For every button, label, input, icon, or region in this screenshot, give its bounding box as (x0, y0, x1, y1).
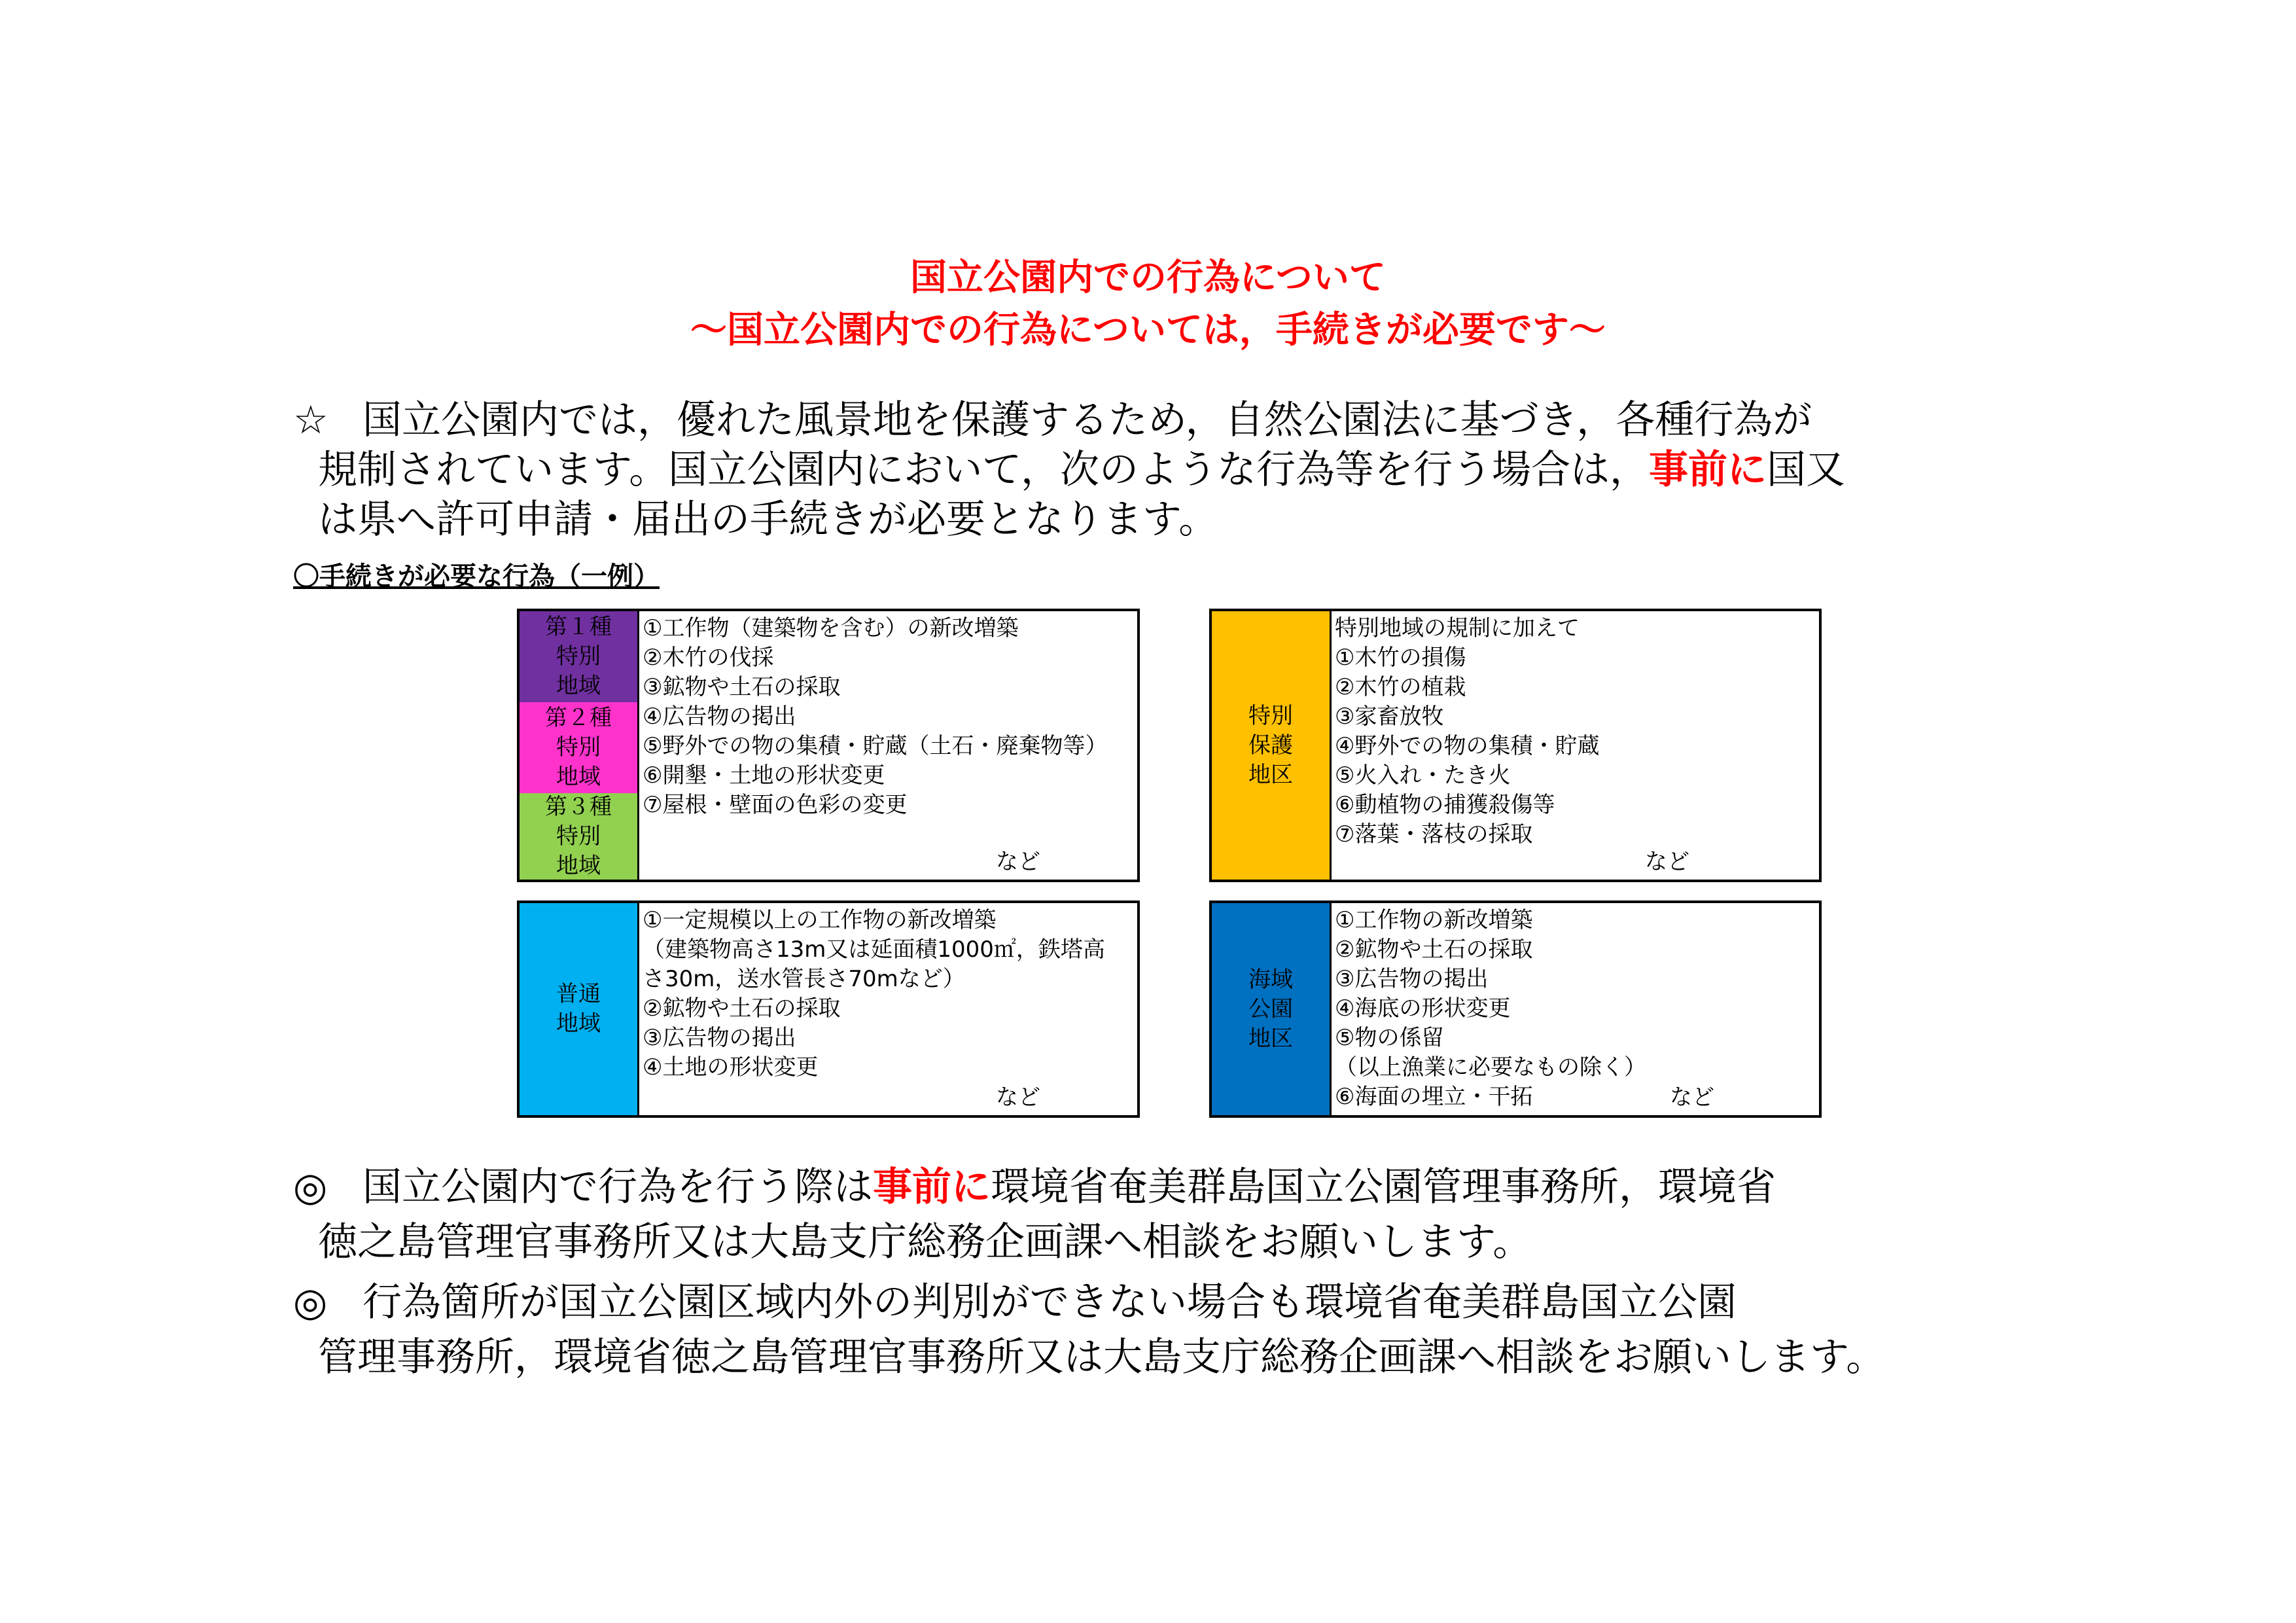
list-item: ⑤火入れ・たき火 (1335, 762, 1511, 789)
list-item: ⑥動植物の捕獲殺傷等 (1335, 792, 1555, 818)
etc-label: など (996, 849, 1040, 875)
list-item: ②木竹の伐採 (643, 645, 774, 671)
list-item: ①工作物（建築物を含む）の新改増築 (643, 615, 1019, 641)
zone-label-column (1212, 611, 1332, 880)
zone-label-class2: 第２種 特別 地域 (520, 702, 637, 793)
list-item: ⑥開墾・土地の形状変更 (643, 762, 885, 789)
etc-label: など (1670, 1084, 1714, 1111)
list-item: （以上漁業に必要なもの除く） (1335, 1054, 1646, 1080)
list-item: ④土地の形状変更 (643, 1054, 819, 1080)
special-protection-box (1209, 609, 1822, 882)
etc-label: など (1645, 849, 1689, 875)
double-circle-mark: ◎ (293, 1279, 328, 1325)
list-item: ②木竹の植栽 (1335, 674, 1466, 700)
list-item: 特別地域の規制に加えて (1335, 615, 1580, 641)
star-mark: ☆ (293, 397, 328, 443)
note-1-line-1: ◎ 国立公園内で行為を行う際は事前に環境省奄美群島国立公園管理事務所，環境省 (293, 1162, 1776, 1212)
list-item: ②鉱物や土石の採取 (1335, 936, 1533, 963)
list-item: ③家畜放牧 (1335, 704, 1444, 730)
special-zones-items (643, 611, 1137, 880)
emphasis-advance: 事前に (873, 1164, 991, 1210)
document-subtitle: ～国立公園内での行為については，手続きが必要です～ (690, 309, 1606, 351)
list-item: ③鉱物や土石の採取 (643, 674, 841, 700)
zone-label-class1: 第１種 特別 地域 (520, 611, 637, 702)
document-title: 国立公園内での行為について (910, 257, 1386, 299)
list-item: ⑦落葉・落枝の採取 (1335, 821, 1533, 847)
double-circle-mark: ◎ (293, 1164, 328, 1210)
zone-label-column (520, 611, 639, 880)
list-item: ④広告物の掲出 (643, 704, 796, 730)
note-1-line-2: 徳之島管理官事務所又は大島支庁総務企画課へ相談をお願いします。 (318, 1219, 1532, 1265)
section-caption: 〇手続きが必要な行為（一例） (293, 562, 660, 592)
ordinary-items (643, 903, 1137, 1115)
zone-label-marine: 海域 公園 地区 (1212, 903, 1330, 1115)
list-item: ③広告物の掲出 (1335, 966, 1489, 992)
intro-line-1: ☆ 国立公園内では，優れた風景地を保護するため，自然公園法に基づき，各種行為が (293, 395, 1812, 445)
ordinary-zone-box (517, 901, 1140, 1118)
list-item: ⑤物の係留 (1335, 1025, 1444, 1051)
zone-label-class3: 第３種 特別 地域 (520, 793, 637, 880)
list-item: ①木竹の損傷 (1335, 645, 1466, 671)
emphasis-advance: 事前に (1649, 447, 1767, 493)
intro-line-3: は県へ許可申請・届出の手続きが必要となります。 (318, 497, 1218, 543)
list-item: ④野外での物の集積・貯蔵 (1335, 733, 1600, 759)
zone-label-column (520, 903, 639, 1115)
list-item: ②鉱物や土石の採取 (643, 995, 841, 1022)
marine-items (1335, 903, 1819, 1115)
etc-label: など (996, 1084, 1040, 1111)
list-item: ⑦屋根・壁面の色彩の変更 (643, 792, 908, 818)
protection-items (1335, 611, 1819, 880)
list-item: ⑥海面の埋立・干拓 (1335, 1084, 1533, 1110)
marine-park-box (1209, 901, 1822, 1118)
intro-line-2: 規制されています。国立公園内において，次のような行為等を行う場合は，事前に国又 (318, 447, 1845, 493)
zone-label-column (1212, 903, 1332, 1115)
list-item: ③広告物の掲出 (643, 1025, 796, 1051)
list-item: さ30m，送水管長さ70mなど） (643, 966, 965, 992)
list-item: ①一定規模以上の工作物の新改増築 (643, 907, 997, 933)
note-2-line-2: 管理事務所，環境省徳之島管理官事務所又は大島支庁総務企画課へ相談をお願いします。 (318, 1334, 1886, 1380)
list-item: ①工作物の新改増築 (1335, 907, 1533, 933)
zone-label-protection: 特別 保護 地区 (1212, 611, 1330, 880)
list-item: ④海底の形状変更 (1335, 995, 1511, 1022)
note-2-line-1: ◎ 行為箇所が国立公園区域内外の判別ができない場合も環境省奄美群島国立公園 (293, 1277, 1737, 1327)
list-item: ⑤野外での物の集積・貯蔵（土石・廃棄物等） (643, 733, 1108, 759)
list-item: （建築物高さ13m又は延面積1000㎡，鉄塔高 (643, 936, 1105, 963)
zone-label-ordinary: 普通 地域 (520, 903, 637, 1115)
special-zones-box (517, 609, 1140, 882)
